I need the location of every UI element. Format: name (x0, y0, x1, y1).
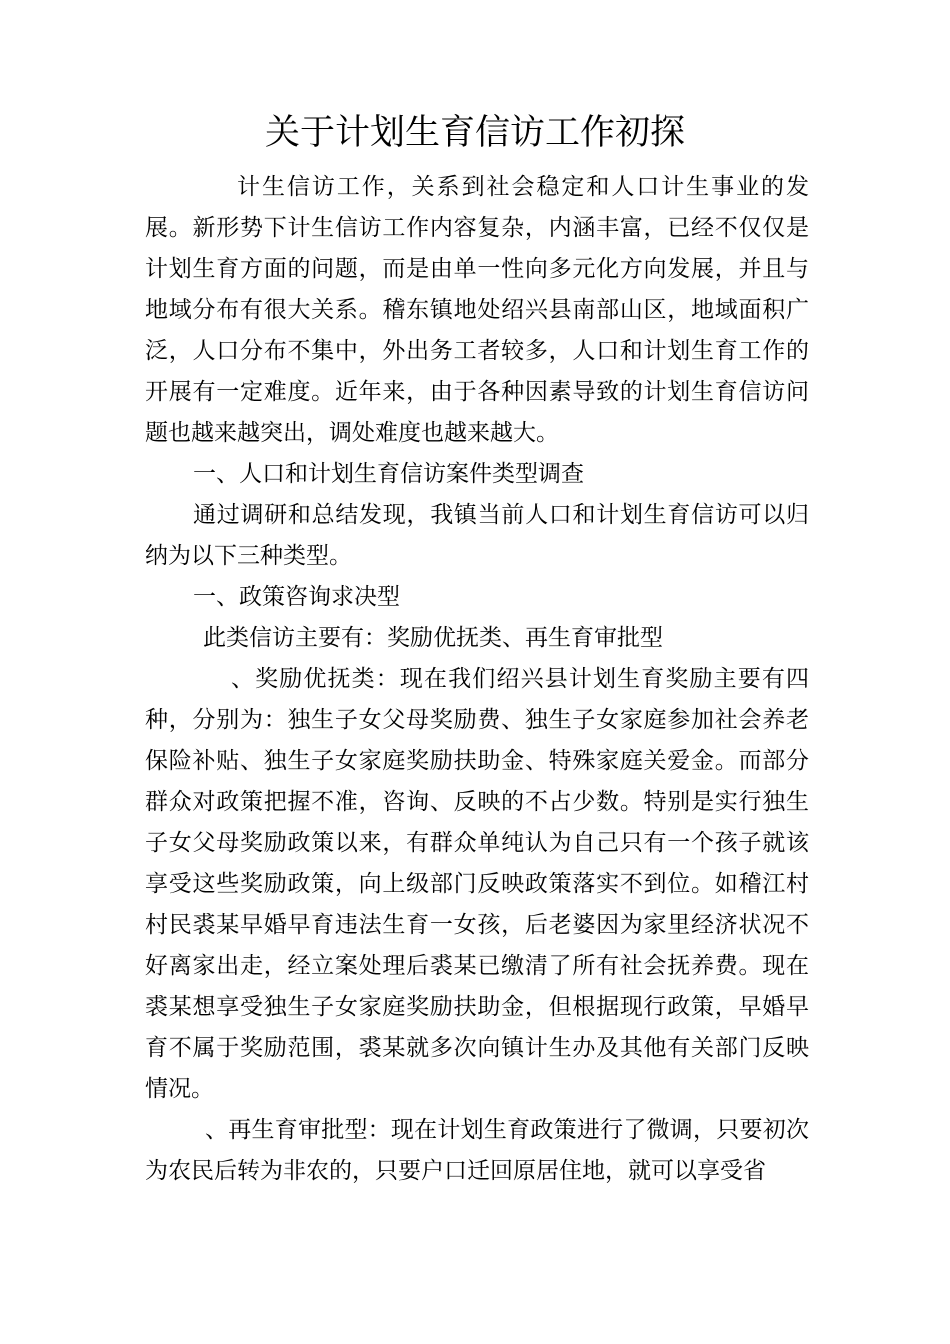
section-heading-policy: 一、政策咨询求决型 (193, 584, 400, 610)
paragraph-reward: 、奖励优抚类：现在我们绍兴县计划生育奖励主要有四种，分别为：独生子女父母奖励费、独生子女家庭参加社会养老保险补贴、独生子女家庭奖励扶助金、特殊家庭关爱金。而部分群众对政策把握不准，咨询、反映的不占少数。特别是实行独生子女父母奖励政策以来，有群众单纯认为自己只有一个孩子就该享受这些奖励政策，向上级部门反映政策落实不到位。如稽江村村民裘某早婚早育违法生育一女孩，后老婆因为家里经济状况不好离家出走，经立案处理后裘某已缴清了所有社会抚养费。现在裘某想享受独生子女家庭奖励扶助金，但根据现行政策，早婚早育不属于奖励范围，裘某就多次向镇计生办及其他有关部门反映情况。 (145, 666, 809, 1102)
paragraph-approval: 、再生育审批型：现在计划生育政策进行了微调，只要初次为农民后转为非农的，只要户口迁回原居住地，就可以享受省 (145, 1117, 809, 1184)
paragraph-summary: 通过调研和总结发现，我镇当前人口和计划生育信访可以归纳为以下三种类型。 (145, 502, 809, 569)
paragraph-types: 此类信访主要有：奖励优抚类、再生育审批型 (203, 625, 663, 651)
document-body (145, 167, 809, 1192)
document-title: 关于计划生育信访工作初探 (264, 113, 685, 153)
paragraph-intro: 计生信访工作，关系到社会稳定和人口计生事业的发展。新形势下计生信访工作内容复杂，内涵丰富，已经不仅仅是计划生育方面的问题，而是由单一性向多元化方向发展，并且与地域分布有很大关系。稽东镇地处绍兴县南部山区，地域面积广泛，人口分布不集中，外出务工者较多，人口和计划生育工作的开展有一定难度。近年来，由于各种因素导致的计划生育信访问题也越来越突出，调处难度也越来越大。 (145, 174, 809, 446)
section-heading-survey: 一、人口和计划生育信访案件类型调查 (193, 461, 584, 487)
